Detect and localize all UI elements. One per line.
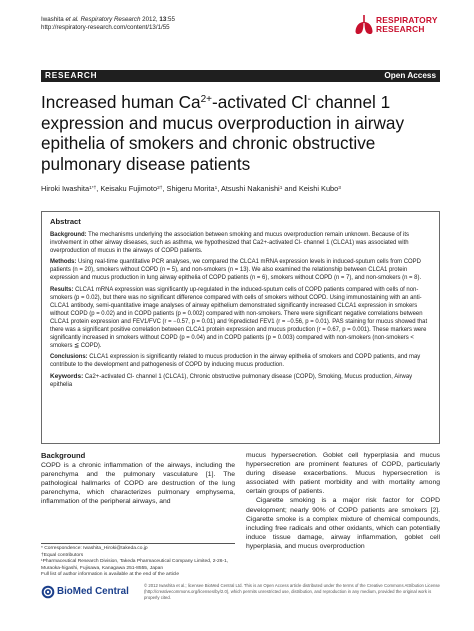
- abstract-conclusions: [50, 353, 432, 369]
- body-paragraph: COPD is a chronic inflammation of the airways, including the parenchyma and the pulmonary vasculature [1]. The pathological hallmarks of COPD are destruction of the lung parenchyma, which characterizes pulmonary emphysema, inflammation of the peripheral airways, and: [41, 462, 235, 506]
- title-sup-2: -: [307, 94, 311, 105]
- author-name[interactable]: Keisaku Fujimoto: [100, 184, 158, 193]
- abstract-box: [41, 211, 440, 444]
- results-label: Results:: [50, 286, 74, 293]
- header-article: :55: [166, 16, 175, 23]
- article-type-banner: [41, 70, 440, 82]
- author-name[interactable]: Keishi Kubo: [298, 184, 339, 193]
- keywords-label: Keywords:: [50, 372, 84, 380]
- author-name[interactable]: Hiroki Iwashita: [41, 184, 90, 193]
- header-et-al: et al.: [65, 16, 79, 23]
- article-title: [41, 92, 441, 174]
- journal-logo-text: [376, 16, 438, 34]
- abstract-background: [50, 231, 432, 255]
- body-paragraph: Cigarette smoking is a major risk factor for COPD development; nearly 90% of COPD patients are smokers [2]. Cigarette smoke is a complex mixture of chemical compounds, including free radicals and other oxidants, which can potentially induce tissue damage, airway inflammation, goblet cell hyperplasia, and mucus overproduction: [246, 497, 440, 550]
- title-part-3: channel 1 expression and mucus overproduction in airway epithelia of smokers and chronic obstructive pulmonary disease patients: [41, 92, 405, 174]
- author-affiliation: 3: [338, 186, 341, 191]
- journal-logo: [354, 14, 440, 38]
- abstract-keywords: [50, 373, 432, 389]
- body-column-left: [41, 451, 235, 507]
- article-type-label: RESEARCH: [45, 71, 98, 80]
- header-volume: 13: [159, 16, 167, 23]
- author-name[interactable]: Shigeru Morita: [166, 184, 215, 193]
- conclusions-text: CLCA1 expression is significantly related to mucus production in the airway epithelia of smokers and COPD patients, and may contribute to the development and pathogenesis of COPD by inducing mucus production.: [50, 354, 421, 369]
- abstract-methods: [50, 258, 432, 282]
- open-access-label: Open Access: [384, 71, 436, 80]
- publisher-logo: [41, 585, 131, 599]
- methods-text: Using real-time quantitative PCR analyses, we compared the CLCA1 mRNA expression levels in induced-sputum cells from COPD patients (n = 20), smokers without COPD (n = 5), and non-smokers (n = 13). We also examined the relationship between CLCA1 protein expression and mucus production in lung airway epithelia of COPD patients (n = 6), smokers without COPD (n = 7), and non-smokers (n = 8).: [50, 259, 422, 282]
- author-name[interactable]: Atsushi Nakanishi: [220, 184, 280, 193]
- author-info-note: Full list of author information is available at the end of the article: [41, 572, 180, 577]
- title-sup-1: 2+: [200, 94, 212, 105]
- publisher-name: BioMed Central: [57, 586, 129, 597]
- lungs-icon: [354, 14, 374, 36]
- abstract-heading: Abstract: [50, 217, 81, 226]
- header-url[interactable]: http://respiratory-research.com/content/13/1/55: [41, 24, 170, 31]
- logo-line-2: RESEARCH: [376, 24, 425, 34]
- abstract-body: [50, 231, 432, 392]
- abstract-results: [50, 286, 432, 350]
- header-year: 2012,: [142, 16, 158, 23]
- equal-contrib-note: †Equal contributors: [41, 552, 84, 558]
- background-label: Background:: [50, 232, 87, 238]
- title-part-2: -activated Cl: [211, 92, 308, 112]
- results-text: CLCA1 mRNA expression was significantly up-regulated in the induced-sputum cells of COPD patients compared with cells of non-smokers (p = 0.02), but there was no significant difference compared with cells of smokers without COPD. Using immunostaining with an anti-CLCA1 antibody, semi-quantitative image analyses of airway epithelium demonstrated significantly increased CLCA1 expression in smokers without COPD (p = 0.02) and in COPD patients (p = 0.002) compared with non-smokers. There were significant negative correlations between CLCA1 protein expression and FEV1/FVC (r = −0.57, p = 0.01) and %predicted FEV1 (r = −0.56, p = 0.01). PAS staining for mucus showed that there was a significant positive correlation between CLCA1 protein expression and mucus production (r = 0.67, p = 0.001). These markers were significantly increased in smokers without COPD (p = 0.04) and in COPD patients (p = 0.003) compared with non-smokers (non-smokers < smokers ≦ COPD).: [50, 286, 428, 349]
- author-affiliation: 1*†: [89, 186, 97, 191]
- author-affiliation: 2†: [157, 186, 163, 191]
- author-list: Hiroki Iwashita$^{1*\dagger}$, Keisaku Fujimoto$^{2\dagger}$, Shigeru Morita$^1$, Atsushi Nakanishi$^1$ and Keishi Kubo$^3$: [41, 184, 341, 193]
- header-citation: [41, 16, 175, 32]
- methods-label: Methods:: [50, 259, 77, 266]
- body-column-right: [246, 451, 440, 551]
- author-affiliation: 1: [214, 186, 218, 191]
- header-journal: Respiratory Research: [80, 16, 141, 23]
- author-affiliation: 1: [279, 186, 283, 191]
- affiliation-note: ¹Pharmaceutical Research Division, Takeda Pharmaceutical Company Limited, 2-26-1, Muraoka-higashi, Fujisawa, Kanagawa 251-8555, Japan: [41, 559, 229, 571]
- keywords-text: Ca2+-activated Cl- channel 1 (CLCA1), Chronic obstructive pulmonary disease (COPD), Smoking, Mucus production, Airway epithelia: [50, 373, 413, 388]
- license-text: © 2012 Iwashita et al.; licensee BioMed Central Ltd. This is an Open Access article distributed under the terms of the Creative Commons Attribution License (http://creativecommons.org/licenses/by/2.0), which permits unrestricted use, distribution, and reproduction in any medium, provided the original work is properly cited.: [144, 583, 440, 600]
- footnotes: [41, 543, 235, 579]
- conclusions-label: Conclusions:: [50, 354, 88, 361]
- background-text: The mechanisms underlying the association between smoking and mucus overproduction remain unknown. Because of its involvement in other airway diseases, such as asthma, we hypothesized that Ca2+-activated Cl- channel 1 (CLCA1) was associated with overproduction of mucus in the airways of COPD patients.: [50, 232, 409, 255]
- correspondence-note[interactable]: * Correspondence: Iwashita_Hiroki@takeda.co.jp: [41, 546, 148, 551]
- header-authors: Iwashita: [41, 16, 64, 23]
- background-section-heading: Background: [41, 451, 86, 460]
- title-part-1: Increased human Ca: [41, 92, 201, 112]
- biomed-central-icon: [41, 585, 55, 599]
- logo-line-1: RESPIRATORY: [376, 15, 438, 25]
- body-paragraph: mucus hypersecretion. Goblet cell hyperplasia and mucus hypersecretion are prominent features of COPD, particularly during disease exacerbations. Mucus hypersecretion is associated with patient morbidity and with mortality among certain groups of patients.: [246, 452, 440, 496]
